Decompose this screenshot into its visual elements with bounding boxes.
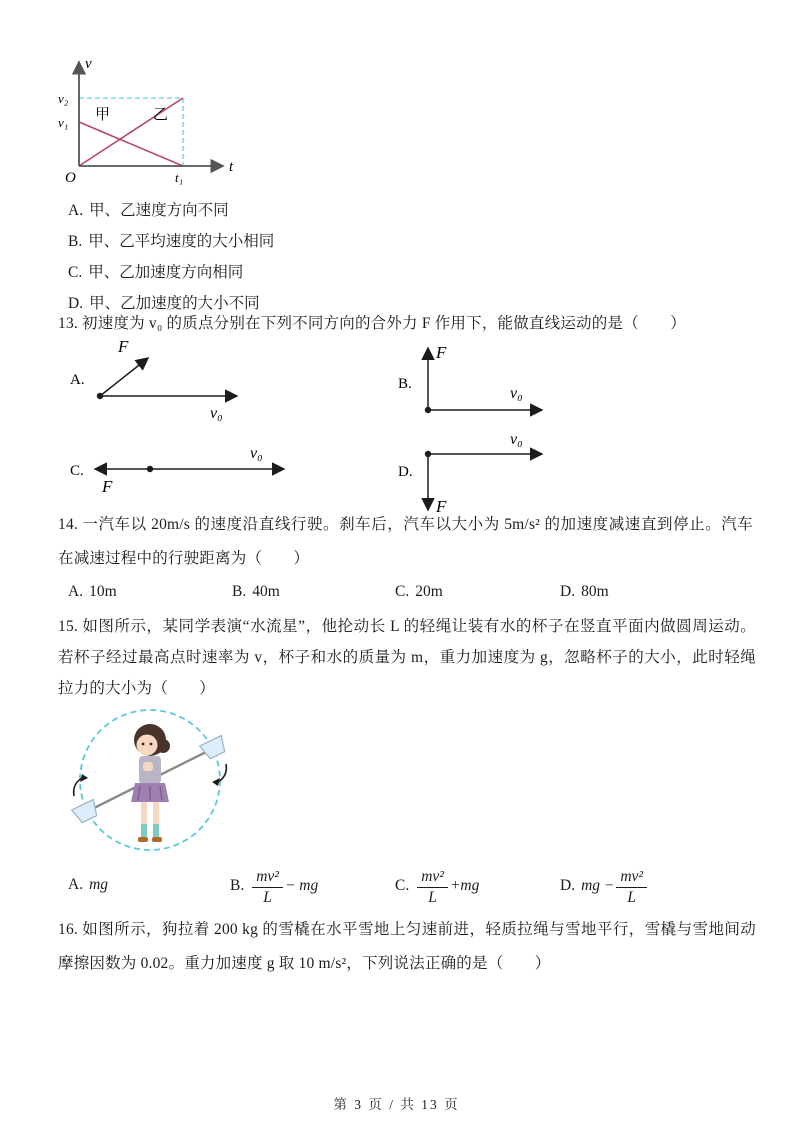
rotation-arrowhead-right (212, 778, 220, 786)
q15-option-a: A. mg (68, 876, 109, 893)
q13-diagram-c (62, 438, 312, 500)
f-label: F (436, 497, 447, 516)
page-number: 第 3 页 / 共 13 页 (333, 1097, 460, 1112)
q12-option-d: D. 甲、乙加速度的大小不同 (68, 295, 260, 312)
q12-option-a: A. 甲、乙速度方向不同 (68, 202, 229, 219)
option-a-label: A. (70, 372, 85, 388)
q15-option-c: C. $\frac{\text{mv²}}{L}$ +mg (395, 868, 480, 906)
origin-label: O (65, 170, 76, 186)
f-label: F (436, 343, 447, 362)
cup-left (72, 800, 101, 825)
yi-label: 乙 (153, 107, 169, 123)
v0-label: v₀ (510, 385, 523, 402)
v0-label: v₀ (250, 445, 263, 462)
t1-label: t₁ (175, 170, 184, 185)
v-axis-label: v (85, 56, 92, 72)
t-axis-label: t (229, 159, 234, 175)
q13-diagram-a (62, 336, 252, 428)
cup-right (200, 736, 229, 761)
q15-option-b: B. $\frac{\text{mv²}}{L}$ − mg (230, 868, 319, 906)
v0-label: v₀ (510, 431, 523, 448)
option-b-label: B. (398, 376, 412, 392)
q15-option-d: D. mg − $\frac{\text{mv²}}{L}$ (560, 868, 649, 907)
q13-stem: 13. 初速度为 v₀ 的质点分别在下列不同方向的合外力 F 作用下，能做直线运动的是（ ） (58, 315, 686, 332)
water-meteor-illustration (60, 700, 240, 865)
v0-label: v₀ (210, 405, 223, 422)
jia-label: 甲 (95, 107, 111, 123)
q14-stem: 14. 一汽车以 20m/s 的速度沿直线行驶。刹车后，汽车以大小为 5m/s² 的加速度减速直到停止。汽车在减速过程中的行驶距离为（ ） (58, 516, 753, 567)
q14-option-d: D. 80m (560, 583, 609, 600)
q14-option-b: B. 40m (232, 583, 280, 600)
q12-option-c: C. 甲、乙加速度方向相同 (68, 264, 244, 281)
q14-option-a: A. 10m (68, 583, 117, 600)
f-vector (100, 358, 148, 396)
option-d-label: D. (398, 464, 413, 480)
line-jia (79, 122, 183, 166)
q14-option-c: C. 20m (395, 583, 443, 600)
velocity-time-graph (55, 52, 245, 197)
q12-option-b: B. 甲、乙平均速度的大小相同 (68, 233, 275, 250)
v1-label: v₁ (58, 115, 69, 130)
girl-figure (131, 724, 170, 842)
f-label: F (102, 477, 113, 496)
q13-diagram-b (392, 336, 577, 424)
q13-diagram-d (392, 420, 577, 516)
rotation-arrowhead-left (80, 774, 88, 782)
v2-label: v₂ (58, 91, 69, 106)
f-label: F (118, 337, 129, 356)
option-c-label: C. (70, 463, 84, 479)
q16-stem: 16. 如图所示，狗拉着 200 kg 的雪橇在水平雪地上匀速前进，轻质拉绳与雪地平行，雪橇与雪地间动摩擦因数为 0.02。重力加速度 g 取 10 m/s²，下列说法正确的是（ ） (58, 921, 756, 972)
q15-stem: 15. 如图所示，某同学表演“水流星”，他抡动长 L 的轻绳让装有水的杯子在竖直平面内做圆周运动。若杯子经过最高点时速率为 v，杯子和水的质量为 m，重力加速度为 g，忽略杯子的大小，此时轻绳拉力的大小为（ ） (58, 618, 756, 697)
